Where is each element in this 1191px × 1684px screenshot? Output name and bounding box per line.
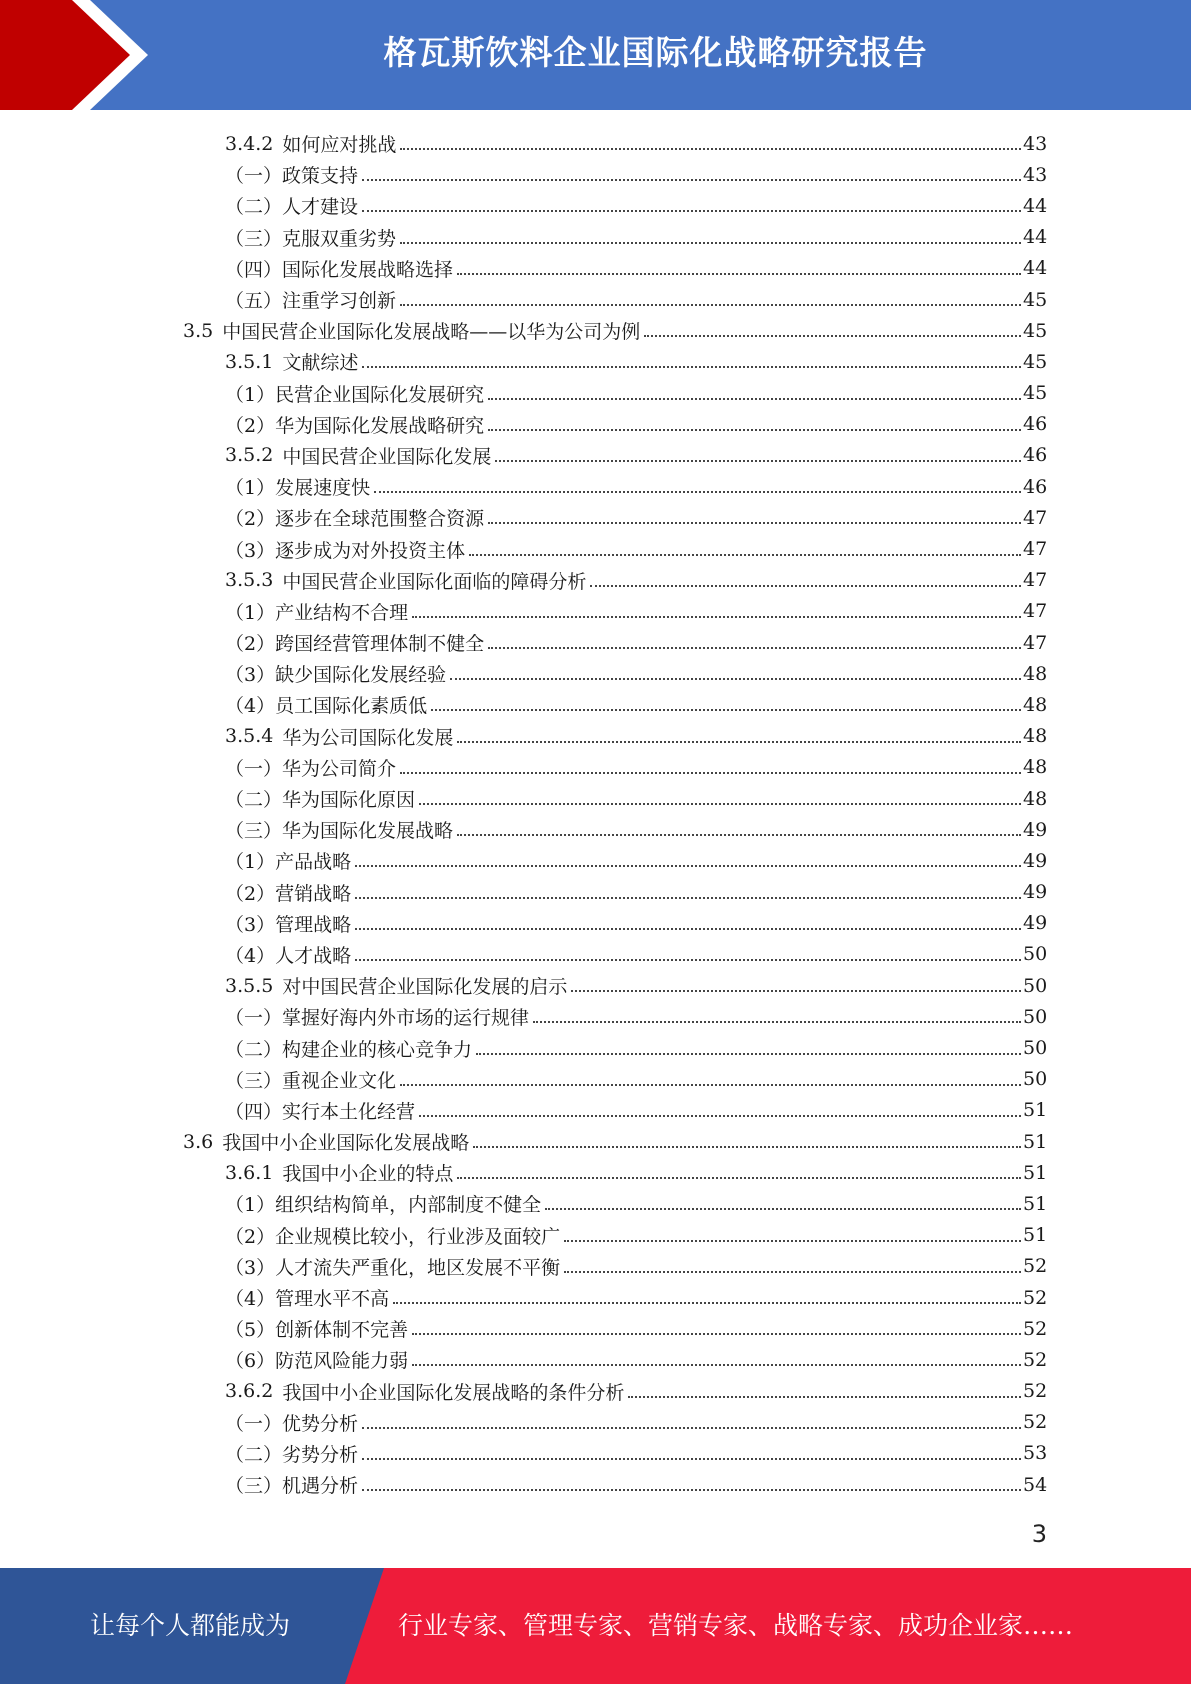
toc-entry-title: （3）人才流失严重化，地区发展不平衡 xyxy=(225,1256,561,1279)
toc-entry-page: 45 xyxy=(1023,288,1048,311)
table-of-contents xyxy=(0,128,1191,1500)
toc-leader-dots xyxy=(400,129,1021,150)
toc-entry[interactable] xyxy=(0,658,1191,689)
toc-entry-title: （1）产业结构不合理 xyxy=(225,601,409,624)
footer-slogan-right: 行业专家、管理专家、营销专家、战略专家、成功企业家…… xyxy=(398,1611,1074,1640)
toc-leader-dots xyxy=(412,1314,1021,1335)
toc-entry-page: 46 xyxy=(1023,475,1048,498)
page-header xyxy=(0,0,1191,110)
toc-entry[interactable] xyxy=(0,1064,1191,1095)
toc-entry[interactable] xyxy=(0,378,1191,409)
toc-entry[interactable] xyxy=(0,128,1191,159)
toc-leader-dots xyxy=(374,472,1021,493)
toc-entry[interactable] xyxy=(0,970,1191,1001)
toc-entry[interactable] xyxy=(0,1469,1191,1500)
toc-entry-page: 47 xyxy=(1023,538,1048,561)
toc-leader-dots xyxy=(355,909,1021,930)
toc-entry-number: 3.5.3 xyxy=(225,569,274,592)
toc-entry-title: （1）产品战略 xyxy=(225,851,352,874)
toc-entry-title: 中国民营企业国际化发展 xyxy=(282,445,492,468)
toc-entry-page: 49 xyxy=(1023,849,1048,872)
toc-entry[interactable] xyxy=(0,1251,1191,1282)
toc-entry-page: 50 xyxy=(1023,1005,1048,1028)
toc-entry-title: （4）人才战略 xyxy=(225,944,352,967)
report-title: 格瓦斯饮料企业国际化战略研究报告 xyxy=(383,33,928,72)
toc-leader-dots xyxy=(488,379,1021,400)
toc-entry-page: 52 xyxy=(1023,1348,1048,1371)
toc-leader-dots xyxy=(488,410,1021,431)
toc-entry-page: 44 xyxy=(1023,194,1048,217)
toc-entry[interactable] xyxy=(0,346,1191,377)
toc-entry-title: （四）国际化发展战略选择 xyxy=(225,258,454,281)
toc-leader-dots xyxy=(362,1408,1021,1429)
toc-entry-page: 49 xyxy=(1023,912,1048,935)
toc-leader-dots xyxy=(362,191,1021,212)
toc-entry-title: （二）构建企业的核心竞争力 xyxy=(225,1038,473,1061)
toc-entry-page: 51 xyxy=(1023,1224,1048,1247)
toc-leader-dots xyxy=(362,1439,1021,1460)
toc-entry-title: （2）营销战略 xyxy=(225,882,352,905)
toc-leader-dots xyxy=(393,1283,1021,1304)
toc-entry-number: 3.6.2 xyxy=(225,1380,274,1403)
toc-entry-title: （三）华为国际化发展战略 xyxy=(225,820,454,843)
toc-entry-title: 文献综述 xyxy=(282,352,359,375)
toc-leader-dots xyxy=(400,1065,1021,1086)
toc-entry-title: （2）华为国际化发展战略研究 xyxy=(225,414,485,437)
toc-entry[interactable] xyxy=(0,502,1191,533)
toc-leader-dots xyxy=(362,160,1021,181)
toc-leader-dots xyxy=(469,535,1021,556)
toc-entry[interactable] xyxy=(0,533,1191,564)
toc-entry[interactable] xyxy=(0,1126,1191,1157)
toc-entry[interactable] xyxy=(0,440,1191,471)
toc-entry-title: （三）重视企业文化 xyxy=(225,1069,397,1092)
toc-entry-title: （1）民营企业国际化发展研究 xyxy=(225,383,485,406)
toc-leader-dots xyxy=(419,784,1021,805)
toc-entry-number: 3.5 xyxy=(183,319,214,342)
toc-entry-title: 我国中小企业的特点 xyxy=(282,1163,454,1186)
toc-entry[interactable] xyxy=(0,1313,1191,1344)
toc-leader-dots xyxy=(457,815,1021,836)
toc-entry-page: 46 xyxy=(1023,444,1048,467)
toc-entry[interactable] xyxy=(0,752,1191,783)
toc-entry-title: 中国民营企业国际化发展战略——以华为公司为例 xyxy=(222,321,641,344)
toc-leader-dots xyxy=(457,722,1021,743)
toc-entry-title: （4）管理水平不高 xyxy=(225,1288,390,1311)
toc-entry-page: 45 xyxy=(1023,382,1048,405)
toc-leader-dots xyxy=(355,846,1021,867)
toc-entry[interactable] xyxy=(0,627,1191,658)
toc-entry-title: （二）劣势分析 xyxy=(225,1443,359,1466)
toc-entry[interactable] xyxy=(0,783,1191,814)
toc-entry-page: 45 xyxy=(1023,350,1048,373)
toc-entry-page: 50 xyxy=(1023,1037,1048,1060)
toc-entry-page: 43 xyxy=(1023,132,1048,155)
toc-entry-page: 53 xyxy=(1023,1442,1048,1465)
toc-entry-page: 47 xyxy=(1023,506,1048,529)
toc-entry-page: 48 xyxy=(1023,756,1048,779)
toc-entry-page: 48 xyxy=(1023,693,1048,716)
toc-leader-dots xyxy=(362,1470,1021,1491)
toc-entry[interactable] xyxy=(0,721,1191,752)
toc-entry[interactable] xyxy=(0,877,1191,908)
toc-entry[interactable] xyxy=(0,939,1191,970)
toc-leader-dots xyxy=(488,503,1021,524)
toc-entry[interactable] xyxy=(0,1220,1191,1251)
toc-entry[interactable] xyxy=(0,253,1191,284)
toc-entry-title: （二）人才建设 xyxy=(225,196,359,219)
toc-entry-title: （1）组织结构简单，内部制度不健全 xyxy=(225,1194,542,1217)
toc-entry-page: 52 xyxy=(1023,1255,1048,1278)
toc-entry-title: 华为公司国际化发展 xyxy=(282,726,454,749)
toc-leader-dots xyxy=(400,285,1021,306)
toc-leader-dots xyxy=(476,1034,1021,1055)
toc-entry[interactable] xyxy=(0,159,1191,190)
toc-leader-dots xyxy=(571,971,1021,992)
toc-entry-title: 中国民营企业国际化面临的障碍分析 xyxy=(282,570,587,593)
toc-entry-title: （四）实行本土化经营 xyxy=(225,1100,416,1123)
toc-entry[interactable] xyxy=(0,471,1191,502)
toc-leader-dots xyxy=(473,1127,1021,1148)
toc-entry-title: （一）华为公司简介 xyxy=(225,757,397,780)
toc-entry-title: （2）逐步在全球范围整合资源 xyxy=(225,508,485,531)
toc-entry-page: 52 xyxy=(1023,1380,1048,1403)
toc-leader-dots xyxy=(419,1096,1021,1117)
toc-entry-title: （6）防范风险能力弱 xyxy=(225,1350,409,1373)
toc-entry[interactable] xyxy=(0,284,1191,315)
toc-leader-dots xyxy=(450,659,1021,680)
toc-leader-dots xyxy=(412,597,1021,618)
toc-entry-title: （4）员工国际化素质低 xyxy=(225,695,428,718)
toc-entry-title: （5）创新体制不完善 xyxy=(225,1319,409,1342)
toc-leader-dots xyxy=(644,316,1021,337)
toc-entry-title: 我国中小企业国际化发展战略 xyxy=(222,1132,470,1155)
toc-leader-dots xyxy=(400,753,1021,774)
toc-entry-page: 54 xyxy=(1023,1473,1048,1496)
toc-entry-title: （3）管理战略 xyxy=(225,913,352,936)
toc-leader-dots xyxy=(457,254,1021,275)
toc-entry-title: （三）克服双重劣势 xyxy=(225,227,397,250)
toc-entry-title: （一）优势分析 xyxy=(225,1412,359,1435)
toc-entry-page: 49 xyxy=(1023,818,1048,841)
toc-entry-number: 3.5.4 xyxy=(225,725,274,748)
toc-entry-page: 43 xyxy=(1023,163,1048,186)
toc-entry-number: 3.5.5 xyxy=(225,974,274,997)
toc-entry-page: 51 xyxy=(1023,1161,1048,1184)
toc-entry-page: 51 xyxy=(1023,1130,1048,1153)
toc-leader-dots xyxy=(564,1252,1021,1273)
toc-entry-title: （一）政策支持 xyxy=(225,165,359,188)
toc-entry[interactable] xyxy=(0,689,1191,720)
toc-entry[interactable] xyxy=(0,315,1191,346)
toc-entry[interactable] xyxy=(0,565,1191,596)
toc-entry-number: 3.5.2 xyxy=(225,444,274,467)
toc-entry[interactable] xyxy=(0,1095,1191,1126)
toc-entry-page: 44 xyxy=(1023,257,1048,280)
toc-entry-title: 如何应对挑战 xyxy=(282,134,397,157)
toc-entry-page: 50 xyxy=(1023,974,1048,997)
toc-entry-title: （一）掌握好海内外市场的运行规律 xyxy=(225,1007,530,1030)
toc-leader-dots xyxy=(457,1158,1021,1179)
toc-entry[interactable] xyxy=(0,814,1191,845)
toc-entry[interactable] xyxy=(0,1407,1191,1438)
toc-leader-dots xyxy=(628,1377,1021,1398)
toc-leader-dots xyxy=(431,690,1021,711)
toc-leader-dots xyxy=(564,1221,1021,1242)
toc-entry[interactable] xyxy=(0,1344,1191,1375)
toc-entry-number: 3.6.1 xyxy=(225,1161,274,1184)
page-number: 3 xyxy=(1031,1520,1047,1548)
toc-entry-page: 48 xyxy=(1023,725,1048,748)
toc-entry-title: （二）华为国际化原因 xyxy=(225,789,416,812)
toc-entry-title: （2）企业规模比较小，行业涉及面较广 xyxy=(225,1225,561,1248)
toc-entry[interactable] xyxy=(0,1188,1191,1219)
toc-entry-page: 52 xyxy=(1023,1411,1048,1434)
toc-entry[interactable] xyxy=(0,1032,1191,1063)
toc-leader-dots xyxy=(495,441,1021,462)
toc-entry-page: 47 xyxy=(1023,569,1048,592)
toc-leader-dots xyxy=(355,878,1021,899)
toc-entry-page: 47 xyxy=(1023,631,1048,654)
toc-entry-title: 我国中小企业国际化发展战略的条件分析 xyxy=(282,1381,625,1404)
toc-entry-page: 48 xyxy=(1023,662,1048,685)
toc-entry-title: （3）逐步成为对外投资主体 xyxy=(225,539,466,562)
toc-entry-page: 47 xyxy=(1023,600,1048,623)
toc-entry[interactable] xyxy=(0,1438,1191,1469)
toc-entry-title: （三）机遇分析 xyxy=(225,1475,359,1498)
toc-entry-page: 52 xyxy=(1023,1286,1048,1309)
toc-entry-page: 48 xyxy=(1023,787,1048,810)
toc-entry[interactable] xyxy=(0,596,1191,627)
toc-leader-dots xyxy=(362,347,1021,368)
toc-leader-dots xyxy=(590,566,1021,587)
toc-leader-dots xyxy=(400,223,1021,244)
page-footer xyxy=(0,1568,1191,1684)
toc-leader-dots xyxy=(355,940,1021,961)
toc-entry-title: （1）发展速度快 xyxy=(225,477,371,500)
header-arrow-graphic xyxy=(0,0,160,110)
toc-entry[interactable] xyxy=(0,1282,1191,1313)
toc-entry[interactable] xyxy=(0,1157,1191,1188)
toc-entry[interactable] xyxy=(0,1376,1191,1407)
toc-entry-page: 50 xyxy=(1023,1068,1048,1091)
toc-entry-title: 对中国民营企业国际化发展的启示 xyxy=(282,976,568,999)
toc-entry-number: 3.6 xyxy=(183,1130,214,1153)
toc-entry-page: 44 xyxy=(1023,226,1048,249)
toc-entry[interactable] xyxy=(0,908,1191,939)
toc-entry[interactable] xyxy=(0,845,1191,876)
toc-entry[interactable] xyxy=(0,222,1191,253)
toc-entry-page: 46 xyxy=(1023,413,1048,436)
toc-entry[interactable] xyxy=(0,190,1191,221)
toc-entry-title: （五）注重学习创新 xyxy=(225,290,397,313)
toc-entry[interactable] xyxy=(0,409,1191,440)
toc-entry-number: 3.4.2 xyxy=(225,132,274,155)
toc-entry-number: 3.5.1 xyxy=(225,350,274,373)
footer-slogan-left: 让每个人都能成为 xyxy=(89,1611,290,1640)
toc-leader-dots xyxy=(545,1189,1021,1210)
toc-leader-dots xyxy=(488,628,1021,649)
toc-entry-page: 50 xyxy=(1023,943,1048,966)
toc-leader-dots xyxy=(533,1002,1021,1023)
toc-entry-page: 51 xyxy=(1023,1099,1048,1122)
toc-entry-title: （3）缺少国际化发展经验 xyxy=(225,664,447,687)
toc-entry-page: 49 xyxy=(1023,881,1048,904)
toc-entry[interactable] xyxy=(0,1001,1191,1032)
toc-entry-title: （2）跨国经营管理体制不健全 xyxy=(225,633,485,656)
toc-entry-page: 51 xyxy=(1023,1192,1048,1215)
toc-entry-page: 45 xyxy=(1023,319,1048,342)
toc-entry-page: 52 xyxy=(1023,1317,1048,1340)
toc-leader-dots xyxy=(412,1345,1021,1366)
